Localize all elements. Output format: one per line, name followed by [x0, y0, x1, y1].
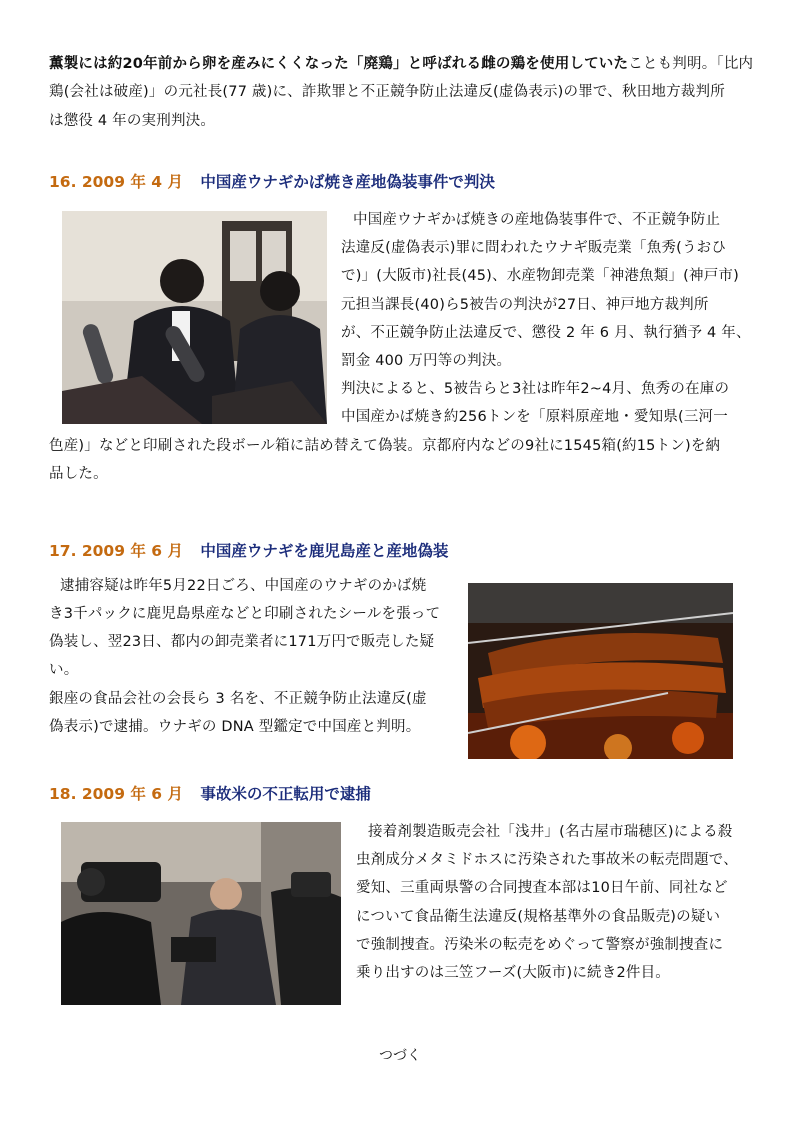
intro-line-2: 鶏(会社は破産)」の元社長(77 歳)に、詐欺罪と不正競争防止法違反(虚偽表示)の罪で、秋田地方裁判所	[49, 84, 725, 100]
section-16-line-3: で)」(大阪市)社長(45)、水産物卸売業「神港魚類」(神戸市)	[341, 268, 739, 284]
section-17-line-6: 偽表示)で逮捕。ウナギの DNA 型鑑定で中国産と判明。	[49, 719, 421, 735]
section-16-line-4: 元担当課長(40)ら5被告の判決が27日、神戸地方裁判所	[341, 297, 709, 313]
section-17-heading	[49, 540, 448, 562]
section-17-line-5: 銀座の食品会社の会長ら 3 名を、不正競争防止法違反(虚	[49, 691, 427, 707]
section-18-line-3: 愛知、三重両県警の合同捜査本部は10日午前、同社など	[356, 880, 728, 896]
section-16-heading	[49, 171, 495, 193]
section-17-line-3: 偽装し、翌23日、都内の卸売業者に171万円で販売した疑	[49, 634, 435, 650]
section-16-line-8: 中国産かば焼き約256トンを「原料原産地・愛知県(三河一	[341, 409, 728, 425]
section-16-line-5: が、不正競争防止法違反で、懲役 2 年 6 月、執行猶予 4 年、	[341, 325, 751, 341]
grilled-eel-photo	[468, 583, 733, 759]
section-17-number: 17. 2009 年 6 月	[49, 542, 183, 560]
section-17-line-4: い。	[49, 662, 79, 678]
raid-press-photo	[61, 822, 341, 1005]
section-16-line-10: 品した。	[49, 466, 108, 482]
section-18-heading	[49, 783, 371, 805]
section-18-line-2: 虫剤成分メタミドホスに汚染された事故米の転売問題で、	[356, 852, 738, 868]
section-16-line-1: 中国産ウナギかば焼きの産地偽装事件で、不正競争防止	[353, 212, 721, 228]
section-16-line-9: 色産)」などと印刷された段ボール箱に詰め替えて偽装。京都府内などの9社に1545箱(約15トン)を納	[49, 438, 721, 454]
intro-line-1-post: ことも判明。「比内	[628, 56, 754, 72]
intro-line-1-bold: 「廃鶏」と呼ばれる雌の鶏を使用していた	[348, 56, 629, 72]
section-18-number: 18. 2009 年 6 月	[49, 785, 183, 803]
section-16-number: 16. 2009 年 4 月	[49, 173, 183, 191]
section-18-line-1: 接着剤製造販売会社「浅井」(名古屋市瑞穂区)による殺	[368, 824, 733, 840]
section-18-title: 事故米の不正転用で逮捕	[200, 785, 371, 803]
section-18-line-5: で強制捜査。汚染米の転売をめぐって警察が強制捜査に	[356, 937, 724, 953]
section-18-line-4: について食品衛生法違反(規格基準外の食品販売)の疑い	[356, 909, 721, 925]
section-17-title: 中国産ウナギを鹿児島産と産地偽装	[200, 542, 449, 560]
section-16-line-7: 判決によると、5被告らと3社は昨年2~4月、魚秀の在庫の	[341, 381, 730, 397]
section-17-line-1: 逮捕容疑は昨年5月22日ごろ、中国産のウナギのかば焼	[60, 578, 427, 594]
intro-line-1-pre: 薫製には約20年前から卵を産みにくくなった	[49, 56, 349, 72]
section-17-line-2: き3千パックに鹿児島県産などと印刷されたシールを張って	[49, 606, 441, 622]
intro-line-1	[49, 50, 753, 78]
page-footer-continued: つづく	[379, 1048, 421, 1064]
court-bowing-photo	[62, 211, 327, 424]
section-16-line-2: 法違反(虚偽表示)罪に問われたウナギ販売業「魚秀(うおひ	[341, 240, 727, 256]
intro-line-3: は懲役 4 年の実刑判決。	[49, 113, 216, 129]
section-18-line-6: 乗り出すのは三笠フーズ(大阪市)に続き2件目。	[356, 965, 670, 981]
section-16-title: 中国産ウナギかば焼き産地偽装事件で判決	[200, 173, 495, 191]
section-16-line-6: 罰金 400 万円等の判決。	[341, 353, 512, 369]
